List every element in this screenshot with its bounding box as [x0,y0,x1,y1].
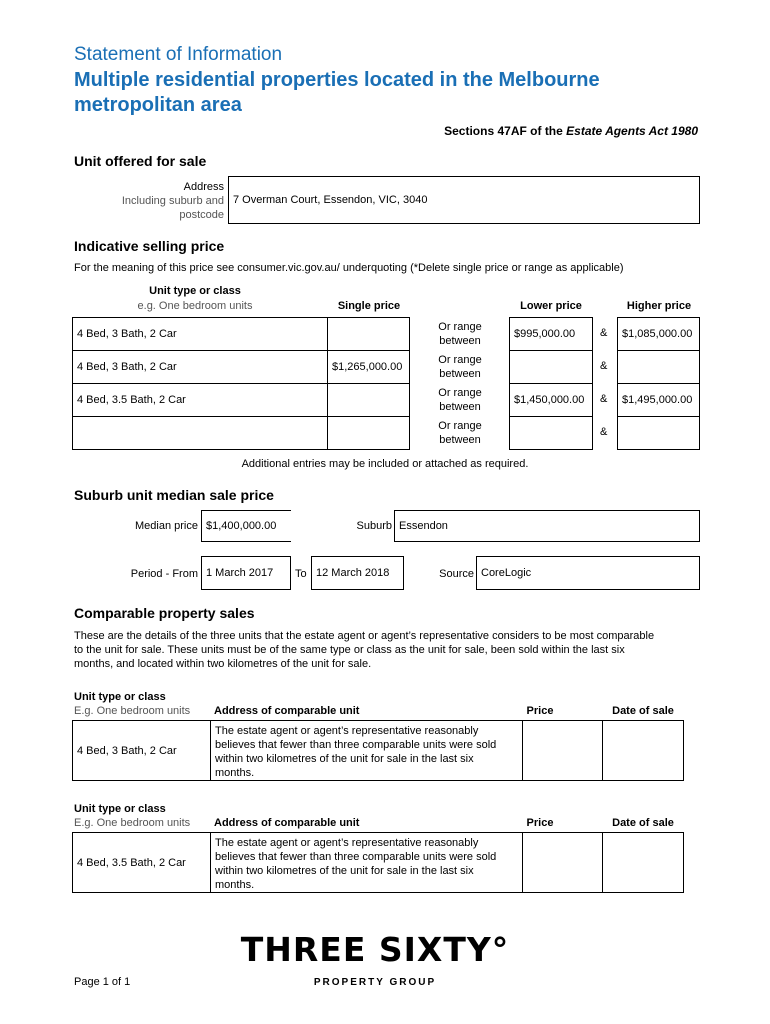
or-range-line2: between [439,335,481,347]
comp2-unit-value: 4 Bed, 3.5 Bath, 2 Car [77,856,186,869]
comp2-col-date: Date of sale [612,817,674,829]
comp1-col-price: Price [526,705,554,717]
median-price-field[interactable] [201,510,291,542]
comp1-col-unit-example: E.g. One bedroom units [74,705,191,717]
comp1-price-cell[interactable] [522,720,603,781]
or-range-line1: Or range [438,354,482,366]
ampersand: & [600,393,608,405]
intro-line-3: months, and located within two kilometres of the unit for sale. [74,658,372,670]
unit-value: 4 Bed, 3 Bath, 2 Car [77,328,177,340]
price-row-4-unit[interactable] [72,416,328,450]
comp1-col-date: Date of sale [612,705,674,717]
title-line-1: Multiple residential properties located in the Melbourne [74,69,600,91]
price-row-4-single[interactable] [327,416,410,450]
period-to-field[interactable] [311,556,404,590]
or-range-label [420,419,500,447]
address-label-line1: Address [183,181,224,193]
price-row-3-higher[interactable] [617,383,700,417]
address-label [100,180,224,222]
intro-line-1: These are the details of the three units that the estate agent or agent’s representative considers to be most comparable [74,630,655,642]
suburb-field[interactable] [394,510,700,542]
col-unit-example: e.g. One bedroom units [137,300,253,312]
ampersand: & [600,426,608,438]
comp2-address-cell[interactable] [210,832,523,893]
additional-entries-note: Additional entries may be included or attached as required. [241,458,529,470]
period-to-value: 12 March 2018 [316,567,390,579]
single-value: $1,265,000.00 [332,361,403,373]
median-price-label: Median price [135,520,198,532]
col-single-price: Single price [337,300,401,312]
price-row-3-lower[interactable] [509,383,593,417]
or-range-line2: between [439,368,481,380]
price-row-1-single[interactable] [327,317,410,351]
comp2-note-line2: believes that fewer than three comparable units were sold [215,851,497,863]
price-row-1-higher[interactable] [617,317,700,351]
higher-value: $1,495,000.00 [622,394,693,406]
comp1-col-address: Address of comparable unit [214,705,360,717]
or-range-line1: Or range [438,321,482,333]
comp1-address-cell[interactable] [210,720,523,781]
address-label-line2: Including suburb and [121,195,224,207]
page-title [74,68,600,118]
intro-line-2: to the unit for sale. These units must be of the same type or class as the unit for sale, been sold within the last six [74,644,625,656]
comp1-note-line3: within two kilometres of the unit for sale in the last six [215,753,474,765]
comp2-price-cell[interactable] [522,832,603,893]
address-value: 7 Overman Court, Essendon, VIC, 3040 [233,194,428,206]
period-from-field[interactable] [201,556,291,590]
address-field[interactable] [228,176,700,224]
address-label-line3: postcode [179,209,224,221]
or-range-line2: between [439,401,481,413]
act-prefix: Sections 47AF of the [444,124,567,138]
comp2-col-price: Price [526,817,554,829]
higher-value: $1,085,000.00 [622,328,693,340]
price-row-3-unit[interactable] [72,383,328,417]
to-label: To [295,568,307,580]
indicative-heading: Indicative selling price [74,238,225,254]
col-unit-type: Unit type or class [149,285,241,297]
comp2-col-unit-example: E.g. One bedroom units [74,817,191,829]
comp2-note-line3: within two kilometres of the unit for sale in the last six [215,865,474,877]
comp1-date-cell[interactable] [602,720,684,781]
suburb-value: Essendon [399,520,448,532]
price-row-4-lower[interactable] [509,416,593,450]
col-higher-price: Higher price [626,300,692,312]
or-range-label [420,386,500,414]
comp1-note-line1: The estate agent or agent’s representative reasonably [215,725,479,737]
unit-value: 4 Bed, 3 Bath, 2 Car [77,361,177,373]
statement-heading: Statement of Information [74,44,283,65]
price-row-1-unit[interactable] [72,317,328,351]
or-range-label [420,320,500,348]
or-range-line1: Or range [438,420,482,432]
source-label: Source [439,568,474,580]
source-value: CoreLogic [481,567,532,579]
price-row-1-lower[interactable] [509,317,593,351]
ampersand: & [600,360,608,372]
or-range-line1: Or range [438,387,482,399]
price-row-2-unit[interactable] [72,350,328,384]
act-name: Estate Agents Act 1980 [566,124,698,138]
comparable-heading: Comparable property sales [74,605,255,621]
comp2-col-unit-type: Unit type or class [74,803,166,815]
lower-value: $995,000.00 [514,328,576,340]
title-line-2: metropolitan area [74,94,242,116]
source-field[interactable] [476,556,700,590]
comp1-note-line2: believes that fewer than three comparable units were sold [215,739,497,751]
price-row-2-single[interactable] [327,350,410,384]
price-row-2-higher[interactable] [617,350,700,384]
comparable-intro [74,629,654,671]
suburb-label: Suburb [356,520,392,532]
act-reference [444,124,698,138]
comp2-date-cell[interactable] [602,832,684,893]
period-from-value: 1 March 2017 [206,567,274,579]
page-number: Page 1 of 1 [74,976,131,988]
indicative-intro: For the meaning of this price see consumer.vic.gov.au/ underquoting (*Delete single price or range as applicable) [74,262,624,274]
company-logo-subtitle: PROPERTY GROUP [313,977,437,988]
comp1-unit-cell[interactable] [72,720,211,781]
company-logo: THREE SIXTY° [240,930,510,969]
comp1-unit-value: 4 Bed, 3 Bath, 2 Car [77,744,177,757]
or-range-line2: between [439,434,481,446]
lower-value: $1,450,000.00 [514,394,585,406]
comp2-note-line4: months. [215,879,255,891]
unit-offered-heading: Unit offered for sale [74,153,207,169]
median-heading: Suburb unit median sale price [74,487,274,503]
period-from-label: Period - From [130,568,198,580]
or-range-label [420,353,500,381]
comp2-note-line1: The estate agent or agent’s representative reasonably [215,837,479,849]
median-price-value: $1,400,000.00 [206,520,277,532]
comp1-col-unit-type: Unit type or class [74,691,166,703]
comp2-col-address: Address of comparable unit [214,817,360,829]
unit-value: 4 Bed, 3.5 Bath, 2 Car [77,394,186,406]
comp2-unit-cell[interactable] [72,832,211,893]
price-row-4-higher[interactable] [617,416,700,450]
col-lower-price: Lower price [520,300,582,312]
comp1-note-line4: months. [215,767,255,779]
price-row-3-single[interactable] [327,383,410,417]
price-row-2-lower[interactable] [509,350,593,384]
ampersand: & [600,327,608,339]
